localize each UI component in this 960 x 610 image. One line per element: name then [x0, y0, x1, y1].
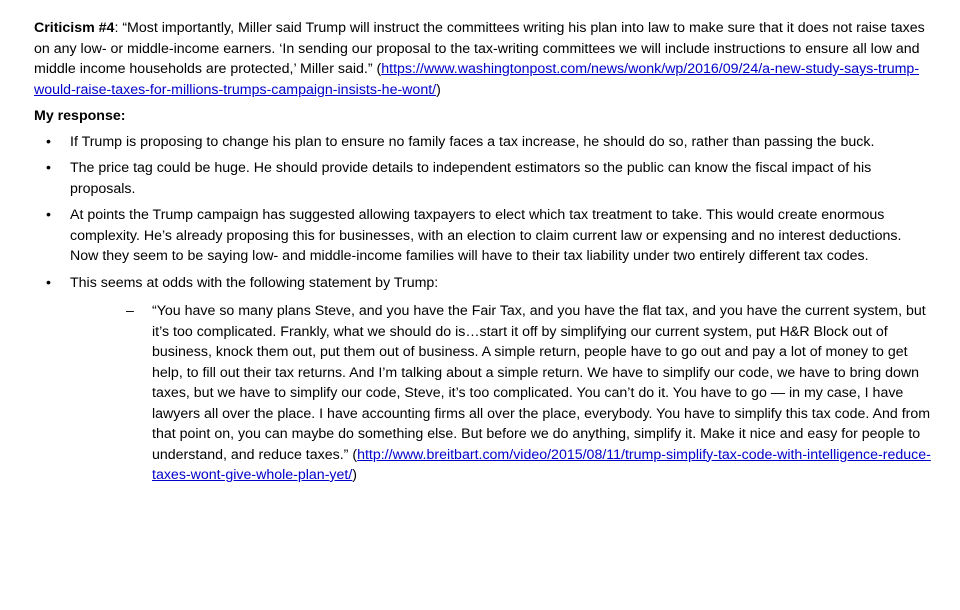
- list-item: [34, 205, 932, 267]
- dash-marker: –: [126, 303, 134, 319]
- trump-quote-subitem: [70, 301, 932, 486]
- criticism-heading: Criticism #4: [34, 20, 115, 36]
- bullet-marker: •: [46, 207, 51, 223]
- response-bullet-list: [34, 132, 932, 486]
- link-open-paren: (: [376, 61, 382, 77]
- criticism-separator: :: [114, 20, 123, 36]
- bullet-marker: •: [46, 274, 51, 291]
- criticism-paragraph: [34, 18, 932, 100]
- washingtonpost-link[interactable]: https://www.washingtonpost.com/news/wonk/wp/2016/09/24/a-new-study-says-trump-would-raise-taxes-for-millions-trumps-campaign-insists-he-wont/: [34, 61, 920, 98]
- bullet-text: This seems at odds with the following statement by Trump:: [70, 274, 439, 291]
- bullet-marker: •: [46, 160, 51, 176]
- list-item: [34, 132, 932, 153]
- response-heading: My response:: [34, 108, 126, 124]
- bullet-marker: •: [46, 133, 51, 150]
- list-item: [34, 158, 932, 199]
- bullet-text: The price tag could be huge. He should provide details to independent estimators so the public can know the fiscal impact of his proposals.: [70, 160, 872, 197]
- breitbart-link[interactable]: http://www.breitbart.com/video/2015/08/11/trump-simplify-tax-code-with-intelligence-reduce-taxes-wont-give-whole-plan-yet/: [152, 446, 931, 483]
- link-close-paren: ): [436, 81, 441, 98]
- list-item: [34, 273, 932, 486]
- link-open-paren: (: [352, 446, 358, 463]
- trump-quote-text: “You have so many plans Steve, and you have the Fair Tax, and you have the flat tax, and you have the current system, but it’s too complicated. Frankly, what we should do is…start it off by simplifying our current system, put H&R Block out of business, knock them out, put them out of business. A simple return, people have to go out and pay a lot of money to get help, to fill out their tax returns. And I’m talking about a simple return. We have to simplify our code, we have to bring down taxes, but we have to simplify our code, Steve, it’s too complicated. You can’t do it. You have to go — in my case, I have lawyers all over the place. I have accounting firms all over the place, everybody. You have to simplify this tax code. And from that point on, you can maybe do something else. But before we do anything, simplify it. Make it nice and easy for people to understand, and reduce taxes.”: [152, 303, 931, 463]
- link-close-paren: ): [352, 467, 358, 483]
- criticism-quote: “Most importantly, Miller said Trump will instruct the committees writing his plan into law to make sure that it does not raise taxes on any low- or middle-income earners. ‘In sending our proposal to the tax-writing committees we will include instructions to ensure all low and middle income households are protected,’ Miller said.”: [34, 20, 925, 77]
- bullet-text: At points the Trump campaign has suggested allowing taxpayers to elect which tax treatment to take. This would create enormous complexity. He’s already proposing this for businesses, with an election to claim current law or expensing and no interest deductions. Now they seem to be saying low- and middle-income families will have to their tax liability under two entirely different tax codes.: [70, 207, 902, 264]
- bullet-text: If Trump is proposing to change his plan to ensure no family faces a tax increase, he should do so, rather than passing the buck.: [70, 133, 875, 150]
